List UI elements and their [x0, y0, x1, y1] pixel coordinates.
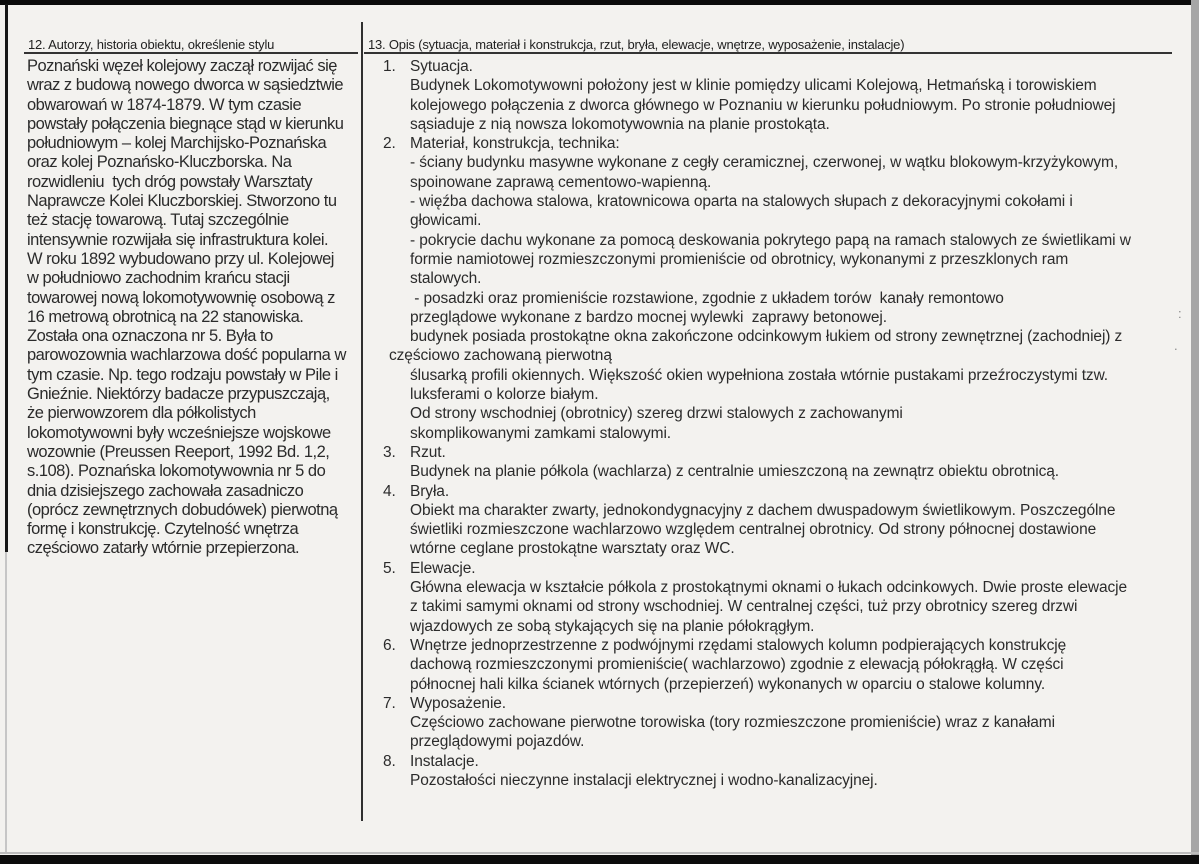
line-text: Instalacje. — [410, 752, 479, 770]
scan-speck: : — [1178, 306, 1182, 321]
line-text: dachową rozmieszczonymi promieniście( wachlarzowo) zgodnie z elewacją półokrągłą. W części — [410, 656, 1064, 674]
numbered-item-line — [363, 636, 1183, 655]
line-text: - ściany budynku masywne wykonane z cegły ceramicznej, czerwonej, w wątku blokowym-krzyżykowym, — [410, 154, 1119, 172]
item-number: 4. — [383, 482, 396, 500]
section-12-text-column — [27, 57, 361, 559]
line-text: kolejowego połączenia z dworca głównego w Poznaniu w kierunku południowym. Po stronie południowej — [410, 96, 1116, 114]
text-line — [363, 250, 1183, 269]
item-number: 6. — [383, 636, 396, 654]
numbered-item-line — [363, 752, 1183, 771]
line-text: budynek posiada prostokątne okna zakończone odcinkowym łukiem od strony zewnętrznej (zachodniej) z — [410, 328, 1123, 346]
text-line: wozownie (Preussen Reeport, 1992 Bd. 1,2, — [27, 442, 330, 461]
numbered-item-line — [363, 559, 1183, 578]
line-text: Materiał, konstrukcja, technika: — [410, 135, 620, 153]
text-line: Poznański węzeł kolejowy zaczął rozwijać się — [27, 57, 337, 75]
page-edge-bottom-line — [0, 852, 1199, 854]
line-text: sąsiaduje z nią nowsza lokomotywownia na planie prostokąta. — [410, 115, 830, 133]
numbered-item-line — [363, 694, 1183, 713]
text-line — [363, 96, 1183, 115]
line-text: skomplikowanymi zamkami stalowymi. — [410, 424, 672, 442]
line-text: Sytuacja. — [410, 58, 473, 75]
text-line: obwarowań w 1874-1879. W tym czasie — [27, 95, 302, 114]
numbered-item-line — [363, 482, 1183, 501]
text-line — [363, 578, 1183, 597]
line-text: częściowo zachowaną pierwotną — [389, 347, 612, 365]
text-line: że pierwowzorem dla półkolistych — [27, 404, 256, 423]
text-line: W roku 1892 wybudowano przy ul. Kolejowej — [27, 249, 334, 268]
text-line — [363, 192, 1183, 211]
line-text: Elewacje. — [410, 559, 476, 577]
text-line — [363, 153, 1183, 172]
line-text: głowicami. — [410, 212, 482, 230]
text-line: częściowo zatarły wtórnie przepierzona. — [27, 539, 300, 558]
text-line — [363, 76, 1183, 95]
text-line — [363, 269, 1183, 288]
text-line: rozwidleniu tych dróg powstały Warsztaty — [27, 172, 313, 191]
scan-edge-bottom-bar — [0, 855, 1199, 864]
text-line: Naprawcze Kolei Kluczborskiej. Stworzono tu — [27, 192, 337, 211]
text-line: dnia dzisiejszego zachowała zasadniczo — [27, 481, 304, 500]
line-text: luksferami o kolorze białym. — [410, 386, 599, 404]
text-line — [363, 366, 1183, 385]
text-line: wraz z budową nowego dworca w sąsiedztwie — [27, 76, 344, 95]
item-number: 7. — [383, 694, 396, 712]
line-text: północnej hali kilka ścianek wtórnych (przepierzeń) wykonanych w oparciu o stalowe kolumny. — [410, 675, 1046, 693]
line-text: Pozostałości nieczynne instalacji elektrycznej i wodno-kanalizacyjnej. — [410, 771, 878, 789]
text-line: formę i konstrukcję. Czytelność wnętrza — [27, 520, 299, 539]
numbered-item-line — [363, 443, 1183, 462]
line-text: przeglądowe wykonane z bardzo mocnej wylewki zaprawy betonowej. — [410, 308, 887, 326]
line-text: Budynek na planie półkola (wachlarza) z centralnie umieszczoną na zewnątrz obiektu obrotnicą. — [410, 463, 1059, 481]
text-line: oraz kolej Poznańsko-Kluczborska. Na — [27, 153, 292, 172]
numbered-item-line — [363, 57, 1183, 76]
scan-edge-right-strip — [1191, 0, 1199, 864]
text-line — [363, 539, 1183, 558]
line-text: Rzut. — [410, 443, 446, 461]
text-line — [363, 346, 1183, 365]
item-number: 1. — [383, 58, 396, 75]
line-text: Budynek Lokomotywowni położony jest w klinie pomiędzy ulicami Kolejową, Hetmańską i torowiskiem — [410, 77, 1097, 95]
page-edge-line-light — [5, 552, 7, 853]
text-line — [363, 385, 1183, 404]
section-12-header: 12. Autorzy, historia obiektu, określenie stylu — [28, 37, 275, 52]
page-edge-line-dark — [5, 4, 8, 552]
text-line: powstały połączenia biegnące stąd w kierunku — [27, 114, 344, 133]
text-line — [363, 617, 1183, 636]
text-line: parowozownia wachlarzowa dość popularna w — [27, 346, 346, 365]
line-text: - pokrycie dachu wykonane za pomocą deskowania pokrytego papą na ramach stalowych ze świetlikami w — [410, 231, 1131, 249]
line-text: Od strony wschodniej (obrotnicy) szereg drzwi stalowych z zachowanymi — [410, 405, 903, 423]
text-line: lokomotywowni były wcześniejsze wojskowe — [27, 423, 331, 442]
line-text: spoinowane zaprawą cementowo-wapienną. — [410, 173, 712, 191]
text-line: (oprócz zewnętrznych dobudówek) pierwotną — [27, 500, 338, 519]
text-line: Została ona oznaczona nr 5. Była to — [27, 327, 273, 346]
text-line: tym czasie. Np. tego rodzaju powstały w Pile i — [27, 365, 338, 384]
text-line — [363, 501, 1183, 520]
line-text: wtórne ceglane prostokątne warsztaty oraz WC. — [410, 540, 735, 558]
line-text: Wyposażenie. — [410, 694, 507, 712]
text-line — [363, 115, 1183, 134]
text-line: intensywnie rozwijała się infrastruktura kolei. — [27, 230, 329, 249]
line-text: stalowych. — [410, 270, 482, 288]
line-text: Bryła. — [410, 482, 450, 500]
text-line — [363, 289, 1183, 308]
text-line: południowym – kolej Marchijsko-Poznańska — [27, 134, 327, 153]
numbered-item-line — [363, 134, 1183, 153]
text-line — [363, 308, 1183, 327]
section-13-text-column — [363, 57, 1183, 790]
text-line — [363, 597, 1183, 616]
text-line — [363, 771, 1183, 790]
text-line — [363, 462, 1183, 481]
text-line: w południowo zachodnim krańcu stacji — [27, 269, 290, 288]
line-text: Częściowo zachowane pierwotne torowiska (tory rozmieszczone promieniście) wraz z kanałami — [410, 714, 1055, 732]
section-13-header: 13. Opis (sytuacja, materiał i konstrukcja, rzut, bryła, elewacje, wnętrze, wyposażenie, instalacje) — [368, 37, 905, 52]
item-number: 3. — [383, 443, 396, 461]
text-line: Gnieźnie. Niektórzy badacze przypuszczają, — [27, 385, 330, 404]
text-line — [363, 675, 1183, 694]
scan-edge-top-bar — [0, 0, 1199, 5]
text-line — [363, 231, 1183, 250]
text-line: też stację towarową. Tutaj szczególnie — [27, 211, 289, 230]
line-text: ślusarką profili okiennych. Większość okien wypełniona została wtórnie pustakami przeźroczystymi tzw. — [410, 366, 1109, 384]
item-number: 8. — [383, 752, 396, 770]
line-text: świetliki rozmieszczone wachlarzowo względem centralnej obrotnicy. Od strony północnej dostawione — [410, 521, 1097, 539]
line-text: z takimi samymi oknami od strony wschodniej. W centralnej części, tuż przy obrotnicy szereg drzwi — [410, 598, 1078, 616]
line-text: przeglądowymi pojazdów. — [410, 733, 585, 751]
text-line — [363, 211, 1183, 230]
line-text: - więźba dachowa stalowa, kratownicowa oparta na stalowych słupach z dekoracyjnymi cokołami i — [410, 193, 1073, 211]
line-text: Obiekt ma charakter zwarty, jednokondygnacyjny z dachem dwuspadowym świetlikowym. Poszczególne — [410, 501, 1116, 519]
text-line — [363, 520, 1183, 539]
text-line — [363, 713, 1183, 732]
line-text: formie namiotowej rozmieszczonymi promieniście od obrotnicy, wykonanymi z przeszklonych ram — [410, 250, 1069, 268]
line-text: Główna elewacja w kształcie półkola z prostokątnymi oknami o łukach odcinkowych. Dwie proste elewacje — [410, 579, 1128, 597]
text-line — [363, 424, 1183, 443]
item-number: 2. — [383, 135, 396, 153]
text-line — [363, 404, 1183, 423]
text-line — [363, 173, 1183, 192]
text-line: s.108). Poznańska lokomotywownia nr 5 do — [27, 462, 326, 481]
line-text: wjazdowych ze sobą stykających się na planie półokrągłym. — [410, 617, 815, 635]
section-12-underline — [24, 52, 358, 54]
section-13-underline — [364, 52, 1172, 54]
line-text: Wnętrze jednoprzestrzenne z podwójnymi rzędami stalowych kolumn podpierających konstrukcję — [410, 636, 1067, 654]
text-line — [363, 732, 1183, 751]
line-text: - posadzki oraz promieniście rozstawione, zgodnie z układem torów kanały remontowo — [410, 289, 1004, 307]
text-line: towarowej nową lokomotywownię osobową z — [27, 288, 335, 307]
text-line — [363, 327, 1183, 346]
item-number: 5. — [383, 559, 396, 577]
scan-speck: . — [1174, 338, 1178, 353]
text-line — [363, 655, 1183, 674]
text-line: 16 metrową obrotnicą na 22 stanowiska. — [27, 307, 304, 326]
